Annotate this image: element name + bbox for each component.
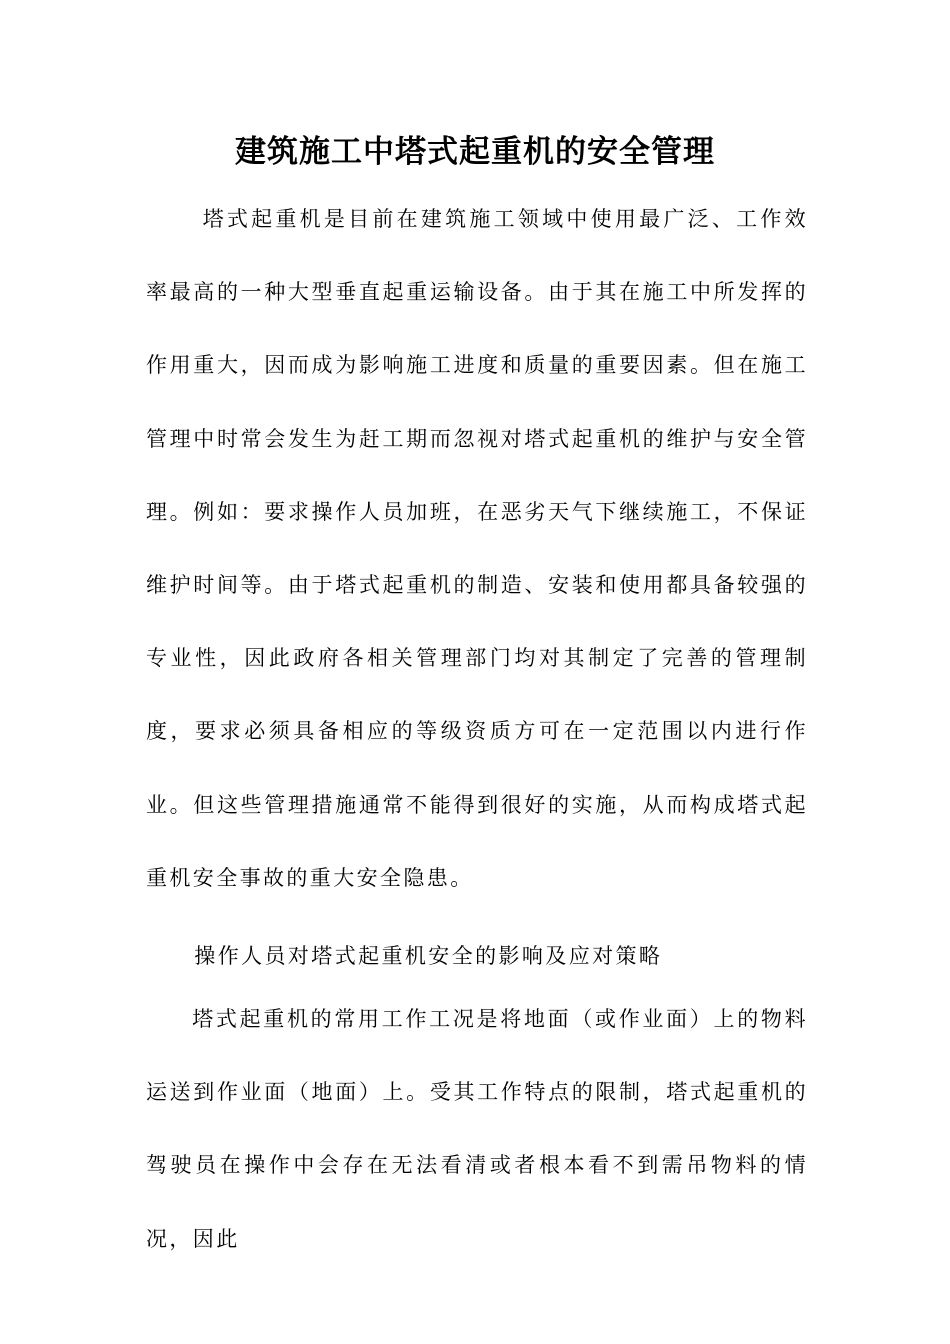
intro-paragraph: 塔式起重机是目前在建筑施工领域中使用最广泛、工作效率最高的一种大型垂直起重运输设备。由于其在施工中所发挥的作用重大，因而成为影响施工进度和质量的重要因素。但在施工管理中时常会发生为赶工期而忽视对塔式起重机的维护与安全管理。例如：要求操作人员加班，在恶劣天气下继续施工，不保证维护时间等。由于塔式起重机的制造、安装和使用都具备较强的专业性，因此政府各相关管理部门均对其制定了完善的管理制度，要求必须具备相应的等级资质方可在一定范围以内进行作业。但这些管理措施通常不能得到很好的实施，从而构成塔式起重机安全事故的重大安全隐患。 — [146, 207, 808, 890]
section-paragraph: 塔式起重机的常用工作工况是将地面（或作业面）上的物料运送到作业面（地面）上。受其工作特点的限制，塔式起重机的驾驶员在操作中会存在无法看清或者根本看不到需吊物料的情况，因此 — [146, 1007, 808, 1251]
section-heading: 操作人员对塔式起重机安全的影响及应对策略 — [194, 944, 663, 968]
document-title: 建筑施工中塔式起重机的安全管理 — [235, 134, 715, 170]
